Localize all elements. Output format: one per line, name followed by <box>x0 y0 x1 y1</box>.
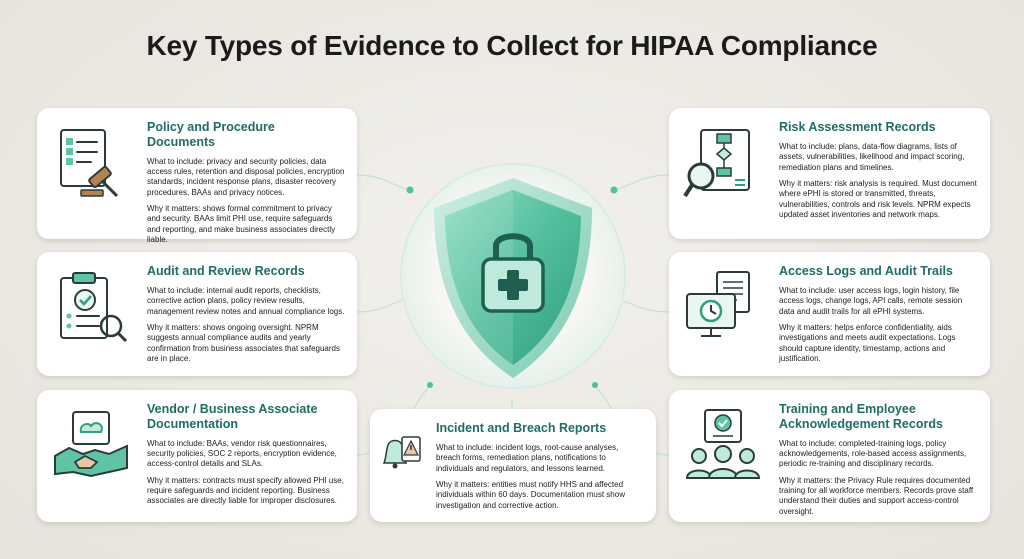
card-what-to-include: What to include: incident logs, root-cause analyses, breach forms, remediation plans, notifications to individuals and regulators, and lessons learned. <box>436 442 619 473</box>
central-shield-graphic <box>396 158 630 398</box>
card-policy-procedure-documents <box>37 108 357 245</box>
card-title: Training and Employee Acknowledgement Records <box>779 402 943 431</box>
card-what-to-include: What to include: privacy and security policies, data access rules, retention and disposal policies, encryption standards, incident response plans, disaster recovery procedures, BAAs and privacy notices. <box>147 156 345 197</box>
card-what-to-include: What to include: BAAs, vendor risk questionnaires, security policies, SOC 2 reports, encryption evidence, access-control details and SLAs. <box>147 438 337 469</box>
card-what-to-include: What to include: internal audit reports, checklists, corrective action plans, policy review results, management review notes and annual compliance logs. <box>147 285 345 316</box>
card-vendor-business-associate <box>37 390 357 522</box>
card-what-to-include: What to include: user access logs, login history, file access logs, change logs, API calls, remote session data and audit trails for all ePHI systems. <box>779 285 963 316</box>
alert-bell-document-icon <box>380 429 424 473</box>
card-why-it-matters: Why it matters: shows ongoing oversight. NPRM suggests annual compliance audits and yearly confirmation from business associates that safeguards are in place. <box>147 322 340 364</box>
card-training-acknowledgement <box>669 390 990 522</box>
handshake-cloud-icon <box>51 406 131 486</box>
card-why-it-matters: Why it matters: contracts must specify allowed PHI use, require safeguards and incident reporting. Business associates are directly liable for improper disclosures. <box>147 475 344 506</box>
certificate-group-icon <box>683 406 763 486</box>
clipboard-checklist-icon <box>51 268 131 348</box>
card-title: Audit and Review Records <box>147 264 305 278</box>
card-incident-breach-reports <box>370 409 656 522</box>
card-why-it-matters: Why it matters: risk analysis is required. Must document where ePHI is stored or transmitted, threats, vulnerabilities, controls and risk levels. NPRM expects updated asset inventories and network maps. <box>779 178 977 220</box>
card-why-it-matters: Why it matters: the Privacy Rule requires documented training for all workforce members. Records prove staff understand their duties and support access-control oversight. <box>779 475 974 516</box>
page-title: Key Types of Evidence to Collect for HIPAA Compliance <box>146 30 878 61</box>
card-title: Access Logs and Audit Trails <box>779 264 953 278</box>
card-audit-review-records <box>37 252 357 376</box>
card-what-to-include: What to include: plans, data-flow diagrams, lists of assets, vulnerabilities, likelihood and impact scoring, remediation plans and timelines. <box>779 141 965 172</box>
card-title: Vendor / Business Associate Documentation <box>147 402 318 431</box>
card-what-to-include: What to include: completed-training logs, policy acknowledgements, role-based access assignments, periodic re-training and disciplinary records. <box>779 438 967 469</box>
card-title: Incident and Breach Reports <box>436 421 607 435</box>
card-access-logs-audit-trails <box>669 252 990 376</box>
card-title: Policy and Procedure Documents <box>147 120 275 149</box>
card-why-it-matters: Why it matters: entities must notify HHS and affected individuals within 60 days. Documentation must show investigation and corrective action. <box>436 479 625 510</box>
card-why-it-matters: Why it matters: shows formal commitment to privacy and security. BAAs limit PHI use, require safeguards and reporting, and make business associates directly liable. <box>147 204 336 245</box>
monitor-clock-log-icon <box>683 268 763 348</box>
card-title: Risk Assessment Records <box>779 120 936 134</box>
card-why-it-matters: Why it matters: helps enforce confidentiality, aids investigations and meets audit expectations. Logs should capture identity, timestamp, actions and justification. <box>779 322 956 364</box>
shield-lock-icon <box>396 158 630 398</box>
flowchart-magnifier-icon <box>683 124 763 204</box>
card-risk-assessment-records <box>669 108 990 239</box>
document-gavel-icon <box>51 124 131 204</box>
